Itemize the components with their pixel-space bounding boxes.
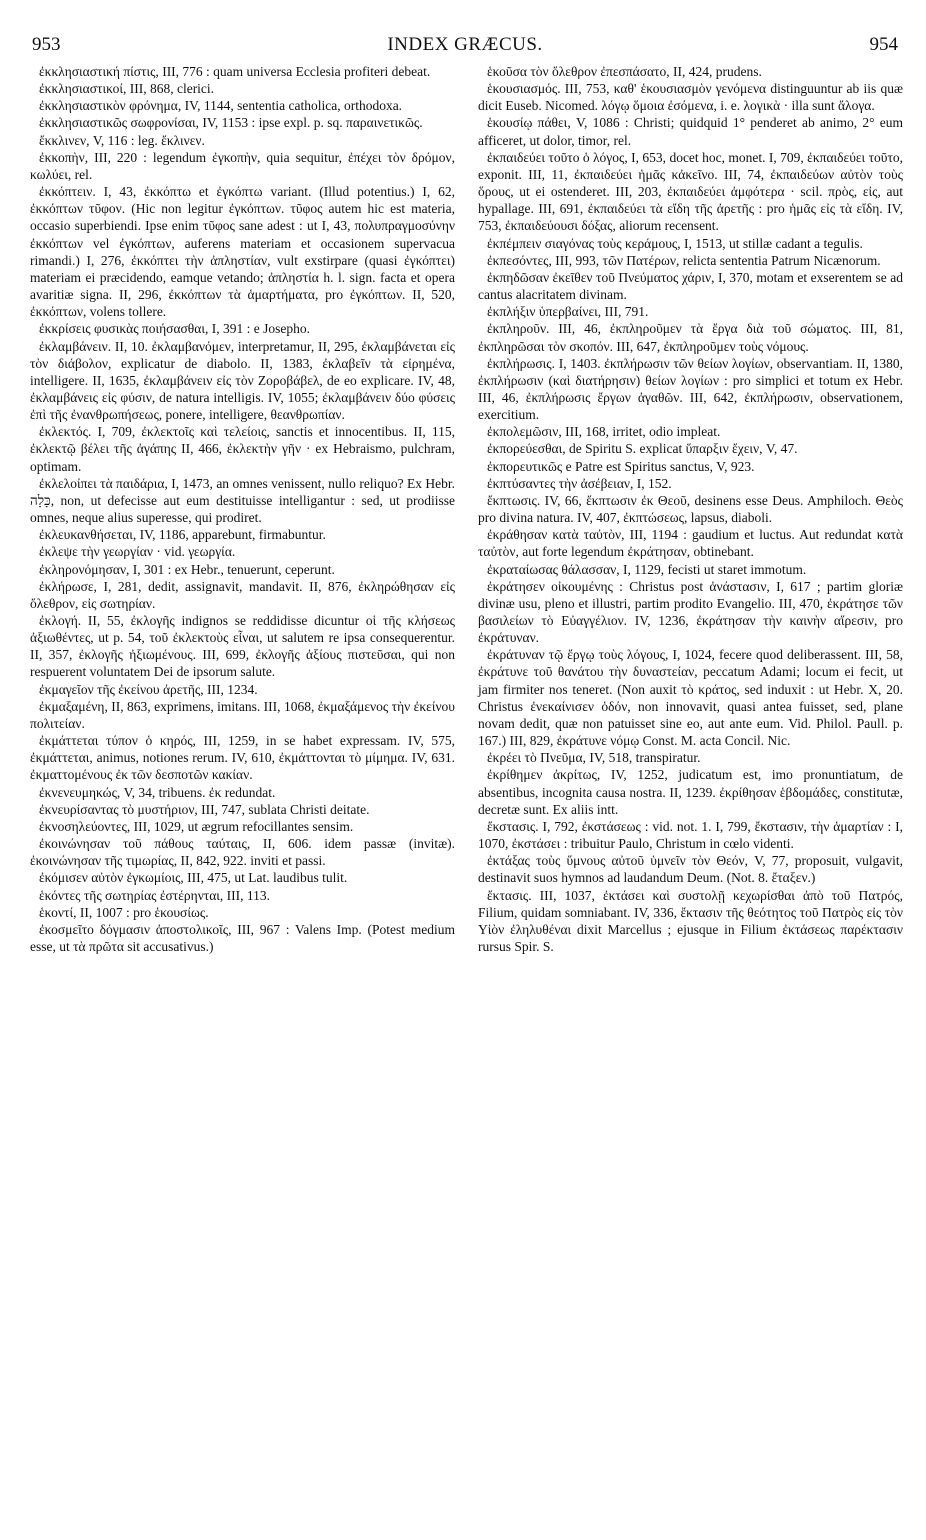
index-entry: ἐκπορευτικῶς e Patre est Spiritus sanctus, V, 923. [487, 458, 755, 474]
right-column [478, 63, 903, 959]
index-entry: ἐκμαξαμένη, II, 863, exprimens, imitans. III, 1068, ἐκμαξάμενος τὴν ἐκείνου πολιτείαν. [30, 698, 455, 731]
index-entry: ἐκράθησαν κατὰ ταὐτὸν, III, 1194 : gaudium et luctus. Aut redundat κατὰ ταὐτὸν, aut forte legendum ἐκράτησαν, obtinebant. [478, 527, 903, 560]
index-entry: ἑκοῦσα τὸν ὄλεθρον ἐπεσπάσατο, II, 424, prudens. [487, 64, 762, 79]
page-header [32, 33, 898, 61]
index-entry: ἐκρέει τὸ Πνεῦμα, IV, 518, transpiratur. [487, 750, 701, 766]
index-entry: ἐκκλησιαστική πίστις, III, 776 : quam universa Ecclesia profiteri debeat. [39, 64, 431, 79]
index-entry: ἐκοινώνησαν τοῦ πάθους ταύταις, II, 606. idem passæ (invitæ). ἐκοινώνησαν τῆς τιμωρίας, II, 842, 922. inviti et passi. [30, 836, 455, 869]
index-entry: ἐκλήρωσε, I, 281, dedit, assignavit, mandavit. II, 876, ἐκληρώθησαν εἰς ὄλεθρον, εἰς σωτηρίαν. [30, 578, 455, 611]
index-entry: ἐκνενευμηκώς, V, 34, tribuens. ἐκ redundat. [39, 784, 276, 800]
index-entry: ἐκπληροῦν. III, 46, ἐκπληροῦμεν τὰ ἔργα διὰ τοῦ σώματος. III, 81, ἐκπληρῶσαι τὸν σκοπόν. III, 647, ἐκπληροῦμεν τοὺς νόμους. [478, 321, 903, 354]
page-number-left: 953 [32, 34, 61, 55]
index-entry: ἐκρίθημεν ἀκρίτως, IV, 1252, judicatum est, imo pronuntiatum, de absentibus, incognita causa nostra. II, 1239. ἐκρίθησαν ἑβδομάδες, constitutæ, decretæ sunt. Ex aliis intt. [478, 767, 903, 817]
index-entry: ἐκπορεύεσθαι, de Spiritu S. explicat ὕπαρξιν ἔχειν, V, 47. [487, 441, 798, 457]
index-entry: ἐκτάξας τοὺς ὕμνους αὐτοῦ ὑμνεῖν τὸν Θεόν, V, 77, proposuit, vulgavit, destinavit suos hymnos ad laudandum Deum. (Not. 8. ἔταξεν.) [478, 853, 903, 886]
index-entry: ἐκλευκανθήσεται, IV, 1186, apparebunt, firmabuntur. [39, 527, 326, 543]
index-entry: ἐκληρονόμησαν, I, 301 : ex Hebr., tenuerunt, ceperunt. [39, 561, 335, 577]
index-entry: ἐκνοσηλεύοντες, III, 1029, ut ægrum refocillantes sensim. [39, 818, 354, 834]
index-entry: ἐκνευρίσαντας τὸ μυστήριον, III, 747, sublata Christi deitate. [39, 801, 370, 817]
index-entry: ἐκκοπὴν, III, 220 : legendum ἐγκοπὴν, quia sequitur, ἐπέχει τὸν δρόμον, κωλύει, rel. [30, 149, 455, 182]
index-entry: ἐκράτησεν οἰκουμένης : Christus post ἀνάστασιν, I, 617 ; partim gloriæ divinæ usu, pleno et illustri, partim prodito Evangelio. III, 470, ἐκράτησε τῶν βασιλείων τὸ Εὐαγγέλιον. IV, 1236, ἐκράτησαν τὴν καινὴν αἵρεσιν, pro ἐκράτυναν. [478, 578, 903, 646]
index-entry: ἐκραταίωσας θάλασσαν, I, 1129, fecisti ut staret immotum. [487, 561, 807, 577]
index-entry: ἑκουσιασμός. III, 753, καθ' ἑκουσιασμὸν γενόμενα distinguuntur ab iis quæ dicit Euseb. Nicomed. λόγῳ ὅμοια ἐσόμενα, i. e. λογικὰ · illa sunt ἄλογα. [478, 81, 903, 114]
index-entry: ἐκπτύσαντες τὴν ἀσέβειαν, I, 152. [487, 475, 672, 491]
index-entry: ἐκκόπτειν. I, 43, ἐκκόπτω et ἐγκόπτω variant. (Illud potentius.) I, 62, ἐκκόπτων τῦφον. (Hic non legitur ἐγκόπτων. τῦφος autem hic est materia, occasio superbiendi. Ipse enim τῦφος sane adest : ut I, 43, πολυπραγμοσύνην ἐκκόπτων vel ἐγκόπτων, auferens materiam et occasionem supervacua rimandi.) I, 276, ἐκκόπτει τὴν ἀπληστίαν, vult exstirpare (quasi ἐγκόπτει) materiam ei præcidendo, eamque vetando; ἀπληστία h. l. sign. facta et opera avaritiæ signa. II, 296, ἐκκόπτων τὰ ἁμαρτήματα, pro ἐγκόπτων. II, 520, ἐκκόπτων, volens tollere. [30, 184, 455, 320]
index-entry: ἐκκλησιαστικῶς σωφρονίσαι, IV, 1153 : ipse expl. p. sq. παραινετικῶς. [39, 115, 423, 131]
left-column [30, 63, 455, 955]
index-entry: ἐκπεσόντες, III, 993, τῶν Πατέρων, relicta sententia Patrum Nicænorum. [487, 252, 881, 268]
index-entry: ἐκλεκτός. I, 709, ἐκλεκτοῖς καὶ τελείοις, sanctis et innocentibus. II, 115, ἐκλεκτῷ βέλει τῆς ἀγάπης II, 466, ἐκλεκτὴν γῆν · ex Hebraismo, pulchram, optimam. [30, 424, 455, 474]
index-entry: ἐκπαιδεύει τοῦτο ὁ λόγος, I, 653, docet hoc, monet. I, 709, ἐκπαιδεύει τοῦτο, exponit. III, 11, ἐκπαιδεύει ἡμᾶς κἀκεῖνο. III, 74, ἐκπαιδεύων αὐτὸν τοὺς ὅρους, ut ei ostenderet. III, 203, ἐκπαιδεύει ἀμφότερα · scil. πρὸς, εἰς, aut hypallage. III, 691, ἐκπαιδεύει τὰ εἴδη τῆς ἀρετῆς : pro ἡμᾶς εἰς τὰ εἴδη. IV, 753, ἐκπαιδεύουσι δόξας, aliorum recensent. [478, 149, 903, 234]
index-entry: ἐκλογή. II, 55, ἐκλογῆς indignos se reddidisse dicuntur οἱ τῆς κλήσεως ἀξιωθέντες, ut p. 54, τοῦ ἐκλεκτοὺς εἶναι, ut salutem re ipsa consequerentur. II, 357, ἐκλογῆς ἠξιωμένους. III, 699, ἐκλογῆς ἀξίους πιστεῦσαι, qui non respuerent voluntatem Dei de ipsorum salute. [30, 613, 455, 680]
running-title: INDEX GRÆCUS. [387, 34, 543, 55]
index-entry: ἐκπολεμῶσιν, III, 168, irritet, odio impleat. [487, 424, 721, 440]
index-entry: ἐκπέμπειν σιαγόνας τοὺς κεράμους, I, 1513, ut stillæ cadant a tegulis. [487, 235, 863, 251]
index-entry: ἐκοσμεῖτο δόγμασιν ἀποστολικοῖς, III, 967 : Valens Imp. (Potest medium esse, ut τὰ πρῶτα sit accusativus.) [30, 921, 455, 954]
index-entry: ἑκόντες τῆς σωτηρίας ἐστέρηνται, III, 113. [39, 887, 271, 903]
index-entry: ἔκπτωσις. IV, 66, ἔκπτωσιν ἐκ Θεοῦ, desinens esse Deus. Amphiloch. Θεὸς pro divina natura. IV, 407, ἐκπτώσεως, lapsus, diaboli. [478, 492, 903, 526]
index-entry: ἔκτασις. III, 1037, ἐκτάσει καὶ συστολῇ κεχωρίσθαι ἀπὸ τοῦ Πατρός, Filium, quidam somniabant. IV, 336, ἔκτασιν τῆς θεότητος τοῦ Πατρὸς εἰς τὸν Υἱὸν ἐληλυθέναι dixit Marcellus ; ejusque in Filium ἐκτάσεως παρέκτασιν rursus Spir. S. [478, 887, 903, 954]
index-entry: ἐκλεψε τὴν γεωργίαν · vid. γεωργία. [39, 544, 236, 560]
page-number-right: 954 [869, 34, 898, 55]
index-entry: ἐκπηδῶσαν ἐκεῖθεν τοῦ Πνεύματος χάριν, I, 370, motam et exserentem se ad cantus alacritatem divinam. [478, 269, 903, 303]
index-entry: ἐκκρίσεις φυσικὰς ποιήσασθαι, I, 391 : e Josepho. [39, 321, 310, 337]
index-entry: ἐκόμισεν αὐτὸν ἐγκωμίοις, III, 475, ut Lat. laudibus tulit. [39, 870, 348, 886]
index-entry: ἑκουσίῳ πάθει, V, 1086 : Christi; quidquid 1° penderet ab animo, 2° eum afficeret, ut dolor, timor, rel. [478, 115, 903, 148]
index-entry: ἔκκλινεν, V, 116 : leg. ἔκλινεν. [39, 132, 205, 148]
index-entry: ἐκμαγεῖον τῆς ἐκείνου ἀρετῆς, III, 1234. [39, 681, 258, 697]
index-entry: ἐκράτυναν τῷ ἔργῳ τοὺς λόγους, I, 1024, fecere quod deliberassent. III, 58, ἐκράτυνε τοῦ θανάτου τὴν δυναστείαν, peccatum Adami; locum ei fecit, ut jam firmiter nos teneret. (Non auxit τὸ κράτος, sed induxit : ut Hebr. X, 20. Christus ἐνεκαίνισεν ὁδόν, non innovavit, quasi antea fuisset, sed, plane novam dedit, quæ non patuisset sine eo, aut ante eum. Vid. Philol. Paull. p. 167.) III, 829, ἐκράτυνε νόμῳ Const. M. acta Concil. Nic. [478, 647, 903, 749]
index-entry: ἐκλαμβάνειν. II, 10. ἐκλαμβανόμεν, interpretamur, II, 295, ἐκλαμβάνεται εἰς τὸν διάβολον, explicatur de diabolo. II, 1383, ἐκλαβεῖν τὰ εἰρημένα, intelligere. II, 1635, ἐκλαμβάνειν εἰς τὸν Ζοροβάβελ, de eo explicare. IV, 48, ἐκλαμβάνεις εἰς φύσιν, de natura intelligis. IV, 1055; ἐκλαμβάνειν δύο φύσεις ἐπὶ τῆς ἐνανθρωπήσεως, ponere, intelligere, θεανθρωπίαν. [30, 338, 455, 423]
index-entry: ἔκστασις. I, 792, ἐκστάσεως : vid. not. 1. I, 799, ἔκστασιν, τὴν ἁμαρτίαν : I, 1070, ἐκστάσει : tribuitur Paulo, Christum in cœlo videnti. [478, 818, 903, 852]
index-entry: ἐκκλησιαστικοί, III, 868, clerici. [39, 81, 215, 97]
index-entry: ἑκοντί, II, 1007 : pro ἑκουσίως. [39, 904, 209, 920]
index-entry: ἐκμάττεται τύπον ὁ κηρός, III, 1259, in se habet expressam. IV, 575, ἐκμάττεται, animus, notiones rerum. IV, 610, ἐκμάττονται τὸ μίμημα. IV, 631. ἐκματτομένους ἐκ τῶν δεσποτῶν κακίαν. [30, 733, 455, 783]
index-entry: ἐκπλήρωσις. I, 1403. ἐκπλήρωσιν τῶν θείων λογίων, observantiam. II, 1380, ἐκπλήρωσιν (καὶ διατήρησιν) θείων λογίων : pro simplici et totum ex Hebr. III, 46, ἐκπλήρωσις ἔργων ἀγαθῶν. III, 642, ἐκπλήρωσιν, observationem, exercitium. [478, 355, 903, 423]
index-entry: ἐκλελοίπει τὰ παιδάρια, I, 1473, an omnes venissent, nullo reliquo? Ex Hebr. כָּלָה, non, ut defecisse aut eum destituisse intelligantur : sed, ut prodiisse omnes, neque alius superesse, qui prodiret. [30, 475, 455, 526]
index-entry: ἐκκλησιαστικὸν φρόνημα, IV, 1144, sententia catholica, orthodoxa. [39, 98, 403, 114]
index-entry: ἐκπλήξιν ὑπερβαίνει, III, 791. [487, 304, 649, 320]
